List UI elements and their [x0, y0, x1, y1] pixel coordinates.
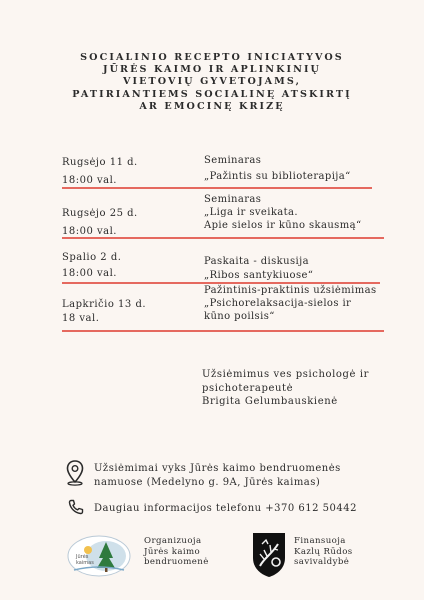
title-line: AR EMOCINĘ KRIZĘ [139, 100, 285, 112]
title-line: SOCIALINIO RECEPTO INICIATYVOS [80, 52, 344, 63]
title-line: JŪRĖS KAIMO IR APLINKINIŲ [102, 64, 322, 76]
divider-line [62, 237, 384, 239]
community-logo-icon [66, 534, 132, 582]
event-date: Rugsėjo 11 d. 18:00 val. [62, 157, 138, 186]
divider-line [62, 330, 384, 332]
funder-label: Finansuoja Kazlų Rūdos savivaldybė [294, 536, 353, 567]
organizer-label: Organizuoja Jūrės kaimo bendruomenė [144, 536, 209, 567]
phone-text: Daugiau informacijos telefonu +370 612 50442 [94, 503, 357, 514]
event-title: Seminaras „Pažintis su biblioterapija“ [204, 155, 351, 182]
event-title: Pažintinis-praktinis užsiėmimas „Psichorelaksacija-sielos ir kūno poilsis“ [204, 285, 377, 322]
location-text: Užsiėmimai vyks Jūrės kaimo bendruomenės namuose (Medelyno g. 9A, Jūrės kaimas) [94, 463, 341, 488]
municipality-coat-of-arms-icon [252, 532, 286, 582]
divider-line [62, 187, 372, 189]
svg-text:Jūrės: Jūrės [76, 554, 89, 560]
phone-icon [68, 499, 84, 519]
location-pin-icon [66, 460, 84, 490]
instructor-info: Užsiėmimus ves psichologė ir psichoterapeutė Brigita Gelumbauskienė [202, 369, 370, 407]
event-title: Paskaita - diskusija „Ribos santykiuose“ [204, 256, 314, 281]
event-date: Lapkričio 13 d. 18 val. [62, 299, 147, 324]
event-date: Spalio 2 d. 18:00 val. [62, 252, 122, 279]
event-date: Rugsėjo 25 d. 18:00 val. [62, 208, 138, 237]
svg-text:kaimas: kaimas [76, 560, 94, 566]
title-line: PATIRIANTIEMS SOCIALINĘ ATSKIRTĮ [72, 88, 352, 100]
event-title: Seminaras „Liga ir sveikata. Apie sielos ir kūno skausmą“ [204, 194, 362, 231]
title-line: VIETOVIŲ GYVETOJAMS, [122, 76, 302, 88]
poster-title [0, 52, 424, 113]
